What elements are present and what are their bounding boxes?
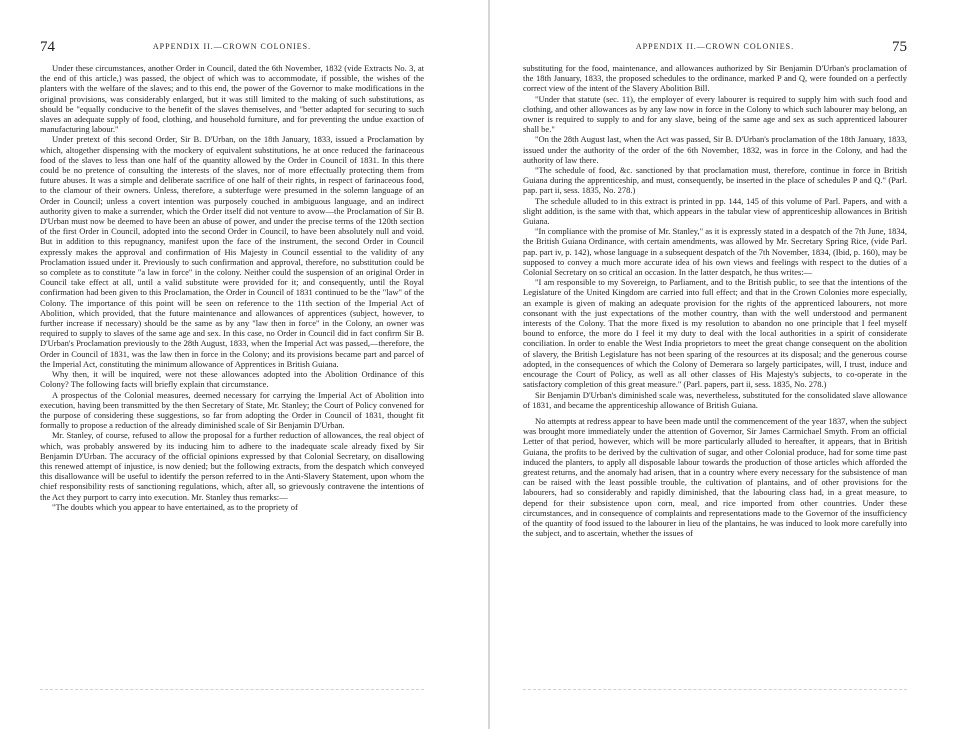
paragraph: Under these circumstances, another Order in Council, dated the 6th November, 1832 (vide Extracts No. 3, at the end of this article,) was passed, the object of which was to accommodate, if possible, the wishes of the planters with the welfare of the slaves; and to this end, the power of the Governor to make modifications in the original provisions, was considerably enlarged, but it was still limited to the making of such substitutions, as should be "equally conducive to the benefit of the slaves themselves, and "better adapted for securing to such slaves an adequate supply of food, clothing, and household furniture, and for preventing the undue exaction of manufacturing labour." <box>40 63 424 135</box>
right-running-head-title: APPENDIX II.—CROWN COLONIES. <box>635 42 795 51</box>
book-gutter <box>488 0 490 729</box>
left-page-number: 74 <box>40 39 55 55</box>
paragraph: "The doubts which you appear to have entertained, as to the propriety of <box>52 501 298 512</box>
paragraph: No attempts at redress appear to have been made until the commencement of the year 1837, when the subject was brought more immediately under the attention of Governor, Sir James Carmichael Smyth. From an official Letter of that period, however, which will be more particularly alluded to hereafter, it appears, that in British Guiana, the profits to be derived by the cultivation of sugar, and other Colonial produce, had for some time past induced the planters, to apply all disposable labour towards the production of those articles which afforded the greatest returns, and the anomaly had arisen, that in a country where every necessary for the subsistence of man can be raised with the least possible trouble, the cultivation of plantains, and of other provisions for the labourers, had so considerably and rapidly diminished, that the labouring class had, in a great measure, to depend for their subsistence upon corn, meal, and rice imported from other countries. Under these circumstances, and in consequence of complaints and representations made to the Governor of the insufficiency of the quantity of food issued to the labourer in lieu of the plantains, he was induced to look more carefully into the subject, and to ascertain, whether the issues of <box>523 415 907 539</box>
left-bottom-rule <box>40 689 424 690</box>
left-page-body <box>40 63 424 512</box>
paragraph: "In compliance with the promise of Mr. Stanley," as it is expressly stated in a despatch of the 7th June, 1834, the British Guiana Ordinance, with certain amendments, was allowed by Mr. Secretary Spring Rice, (vide Parl. pap. part iv, p. 142), whose language in a subsequent despatch of the 7th November, 1834, (Ibid, p. 160), may be supposed to convey a much more accurate idea of his own views and feelings with respect to the duties of a Colonial Secretary on so critical an occasion. In the latter despatch, he thus writes:— <box>523 226 907 278</box>
paragraph: The schedule alluded to in this extract is printed in pp. 144, 145 of this volume of Parl. Papers, and with a slight addition, is the same with that, which appears in the tabular view of apprenticeship allowances in British Guiana. <box>523 195 907 227</box>
paragraph: substituting for the food, maintenance, and allowances authorized by Sir Benjamin D'Urban's proclamation of the 18th January, 1833, the proposed schedules to the ordinance, marked P and Q, were founded on a perfectly correct view of the intent of the Slavery Abolition Bill. <box>523 63 907 94</box>
paragraph: "On the 28th August last, when the Act was passed, Sir B. D'Urban's proclamation of the 18th January, 1833, issued under the authority of the order of the 6th November, 1832, was in force in the Colony, and had the authority of law there. <box>523 134 907 165</box>
right-page-number: 75 <box>892 39 907 55</box>
left-page <box>40 36 424 706</box>
paragraph: Sir Benjamin D'Urban's diminished scale was, nevertheless, substituted for the consolidated slave allowance of 1831, and became the apprenticeship allowance of British Guiana. <box>523 389 907 410</box>
paragraph: A prospectus of the Colonial measures, deemed necessary for carrying the Imperial Act of Abolition into execution, having been transmitted by the then Secretary of State, Mr. Stanley; the Court of Policy convened for the purpose of considering these suggestions, so far from adopting the Order in Council of 1831, thought fit formally to propose a reduction of the already diminished scale of Sir Benjamin D'Urban. <box>40 389 424 431</box>
left-running-head-title: APPENDIX II.—CROWN COLONIES. <box>152 42 312 51</box>
left-running-head <box>40 36 424 58</box>
paragraph: "I am responsible to my Sovereign, to Parliament, and to the British public, to see that the intentions of the Legislature of the United Kingdom are carried into full effect; and that in the Crown Colonies more especially, an example is given of making an adequate provision for the rights of the apprenticed labourers, not more consonant with the just expectations of the mother country, than with the well understood and permanent interests of the Colony. That the more fixed is my resolution to abandon no one principle that I feel myself bound to enforce, the more do I feel it my duty to deal with the local authorities in a spirit of considerate conciliation. In order to enable the West India proprietors to meet the great change consequent on the abolition of slavery, the British Legislature has not been sparing of the resources at its disposal; and the generous course adopted, in the consequences of which the Colony of Demerara so largely participates, will, I trust, induce and encourage the Court of Policy, as well as all other classes of His Majesty's subjects, to co-operate in the satisfactory completion of this great measure." (Parl. papers, part ii, sess. 1835, No. 278.) <box>523 277 907 390</box>
right-bottom-rule <box>523 689 907 690</box>
right-page <box>523 36 907 706</box>
paragraph: "Under that statute (sec. 11), the employer of every labourer is required to supply him with such food and clothing, and other allowances as by any law now in force in the Colony to which such labourer may belong, an owner is required to supply to and for any slave, being of the same age and sex as such apprenticed labourer shall be." <box>523 93 907 135</box>
right-page-body <box>523 63 907 538</box>
paragraph: Mr. Stanley, of course, refused to allow the proposal for a further reduction of allowances, the real object of which, was probably answered by its inducing him to adhere to the inadequate scale already fixed by Sir Benjamin D'Urban. The accuracy of the official opinions expressed by that Colonial Secretary, on disallowing this renewed attempt of injustice, is now denied; but the following extracts, from the despatch which conveyed this disallowance will be useful to identify the person referred to in the Anti-Slavery Statement, upon whom the chief responsibility rests of sanctioning regulations, which, after all, so grievously contravene the intentions of the Act they purport to carry into execution. Mr. Stanley thus remarks:— <box>40 430 424 502</box>
paragraph: "The schedule of food, &c. sanctioned by that proclamation must, therefore, continue in force in British Guiana during the apprenticeship, and must, consequently, be inserted in the place of schedules P and Q." (Parl. pap. part ii, sess. 1835, No. 278.) <box>523 165 907 196</box>
paragraph: Under pretext of this second Order, Sir B. D'Urban, on the 18th January, 1833, issued a Proclamation by which, altogether dispensing with the mockery of equivalent substitutions, he at once reduced the farinaceous food of the slaves to less than one half of the quantity allowed by the Order in Council of 1831. In this there could be no pretence of consulting the interests of the slaves, nor of more effectually protecting them from future abuses. It was a simple and deliberate sacrifice of one half of their rights, in respect of farinaceous food, to the clamour of their owners. Unless, therefore, a subterfuge were presumed in the solemn language of an Order in Council; unless a covert intention was purposely couched in ambiguous language, and an indirect authority given to make a surrender, which the Order itself did not venture to avow—the Proclamation of Sir B. D'Urban must now be deemed to have been an abuse of power, and under the precise terms of the 120th section of the first Order in Council, adopted into the second Order in Council, to have been absolutely null and void. But in addition to this repugnancy, manifest upon the face of the instrument, the second Order in Council expressly makes the approval and confirmation of His Majesty in Council essential to the validity of any Proclamation issued under it. Previously to such confirmation and approval, therefore, no substitution could be so complete as to constitute "a law in force" in the colony. Neither could the suspension of an original Order in Council take effect at all, until a valid substitute were provided for it; and consequently, until the Royal confirmation had been given to this Proclamation, the Order in Council of 1831 continued to be the "law" of the Colony. The importance of this point will be seen on reference to the 11th section of the Imperial Act of Abolition, which provided, that the future maintenance and allowances of apprentices (subject, however, to further increase if necessary) should be the same as by any "law then in force" in the Colony, an owner was required to supply to slaves of the same age and sex. In this case, no Order in Council did in fact confirm Sir B. D'Urban's Proclamation previously to the 28th August, 1833, when the Imperial Act was passed,—therefore, the Order in Council of 1831, was the law then in force in the Colony; and its provisions became part and parcel of the Imperial Act, constituting the minimum allowance of Apprentices in British Guiana. <box>40 134 424 369</box>
paragraph: Why then, it will be inquired, were not these allowances adopted into the Abolition Ordinance of this Colony? The following facts will briefly explain that circumstance. <box>40 369 424 390</box>
right-running-head <box>523 36 907 58</box>
